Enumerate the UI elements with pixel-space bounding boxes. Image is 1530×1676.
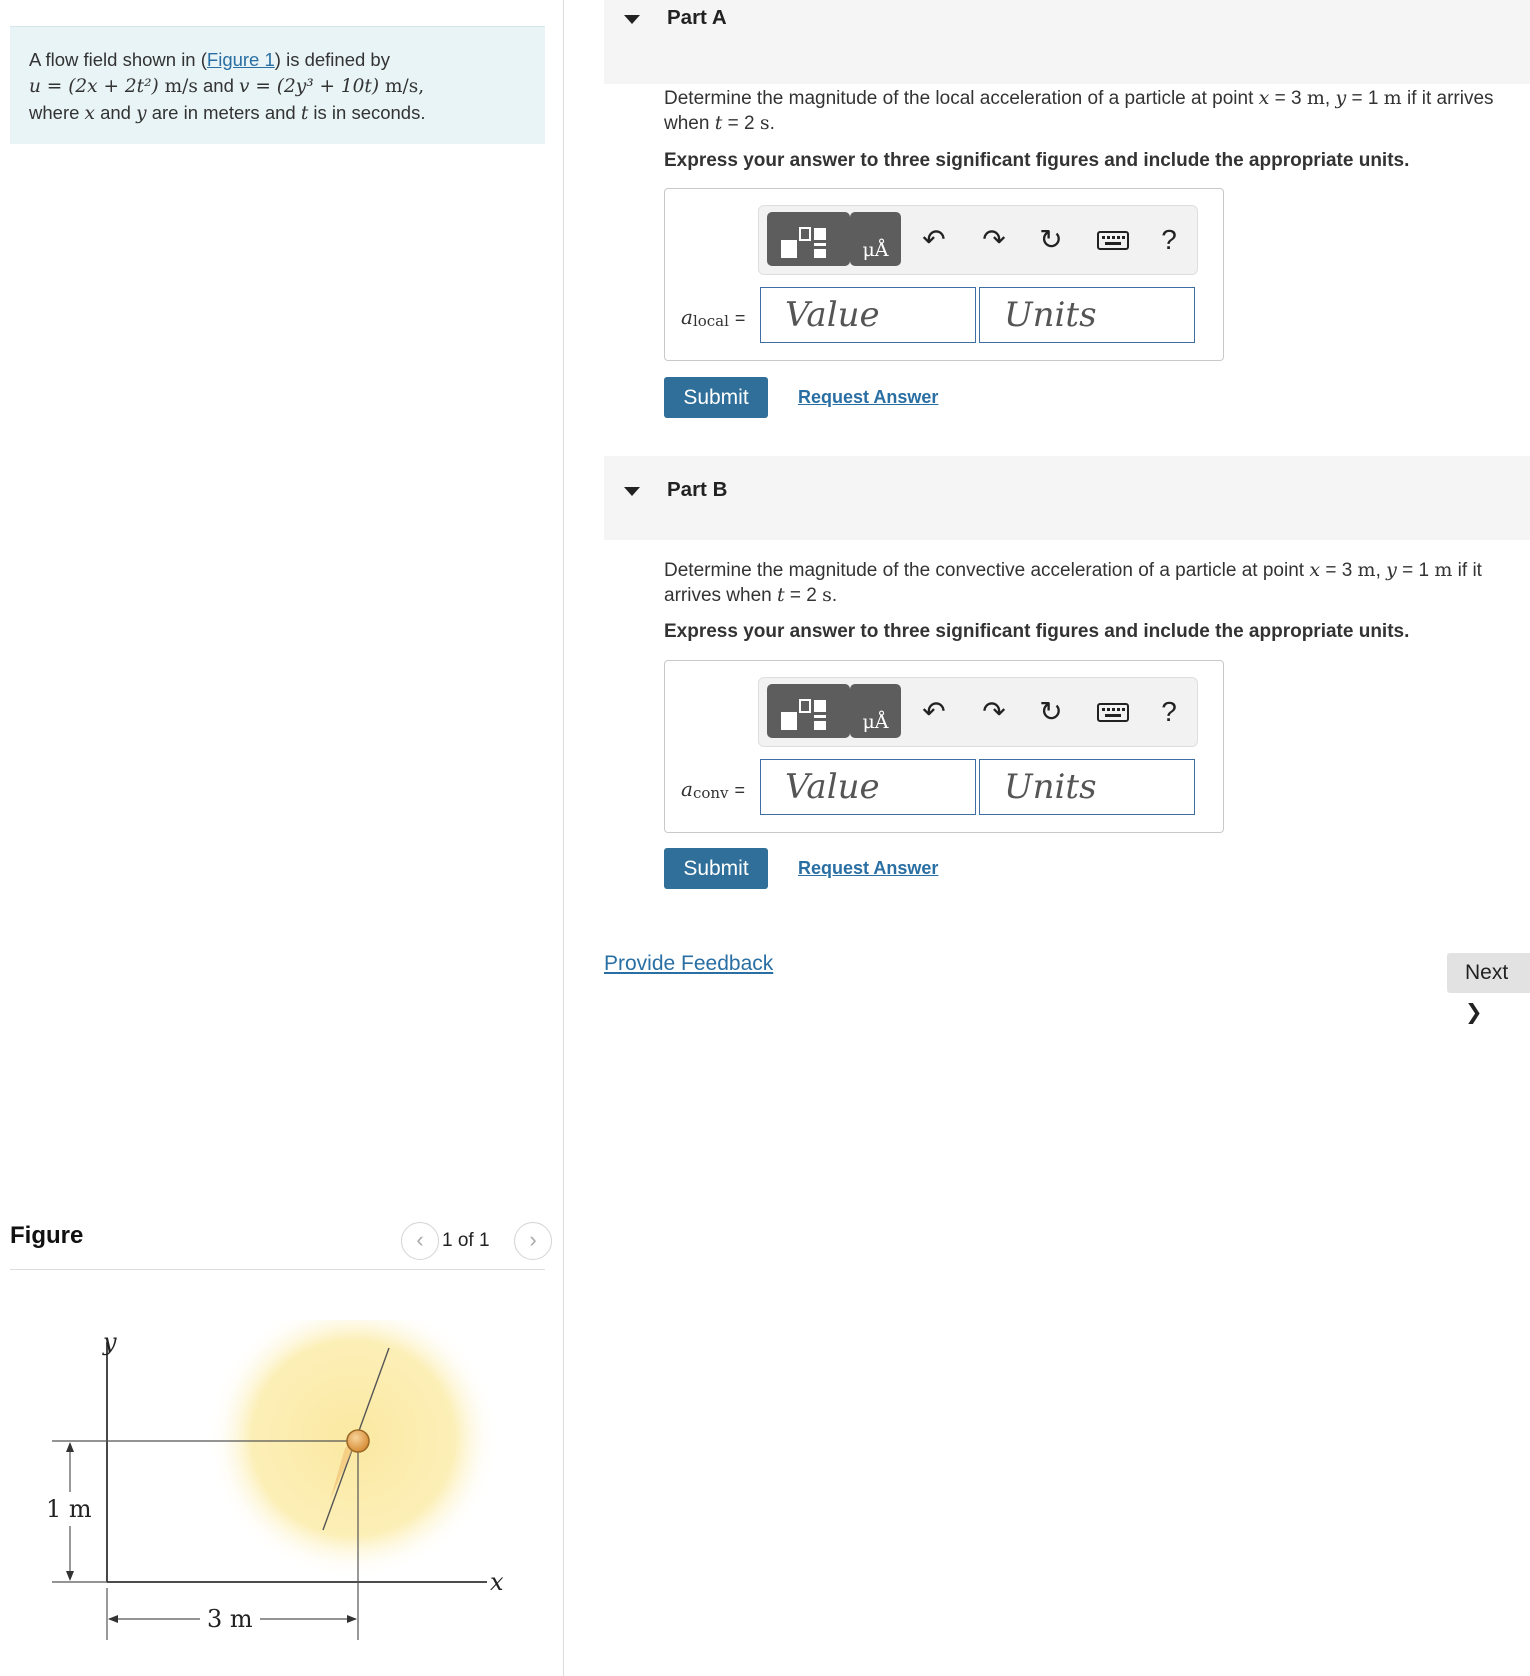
part-a-request-answer-link[interactable]: Request Answer [798, 387, 939, 407]
part-a-header[interactable] [604, 0, 1530, 84]
part-a-question: Determine the magnitude of the local acceleration of a particle at point x = 3 m, y = 1 m if it arrives when t = 2 s. [664, 87, 1494, 134]
symbols-button[interactable]: μÅ [850, 212, 901, 266]
figure-next-button[interactable] [514, 1222, 552, 1260]
dim-1m-label: 1 m [46, 1495, 92, 1523]
help-button[interactable]: ? [1161, 696, 1177, 727]
figure-link[interactable]: Figure 1 [206, 49, 275, 70]
redo-button[interactable] [976, 222, 1012, 258]
problem-line-1: A flow field shown in (Figure 1) is defined by [29, 49, 390, 70]
figure-prev-button[interactable] [401, 1222, 439, 1260]
part-b-header[interactable] [604, 456, 1530, 540]
reset-icon: ↻ [1039, 696, 1063, 727]
part-a-math-toolbar [758, 205, 1198, 275]
part-b-title: Part B [667, 478, 728, 501]
next-label: Next [1465, 961, 1509, 984]
undo-button[interactable] [916, 222, 952, 258]
keyboard-button[interactable] [1095, 222, 1131, 258]
part-b-submit-button[interactable]: Submit [664, 848, 768, 889]
chevron-right-icon: › [529, 1227, 537, 1252]
part-b-request-answer-link[interactable]: Request Answer [798, 858, 939, 878]
dim-3m-label: 3 m [207, 1605, 253, 1633]
x-axis-label: x [490, 1568, 504, 1596]
u-expression: (2x + 2t²) [68, 76, 159, 97]
part-b-instruction: Express your answer to three significant figures and include the appropriate units. [664, 621, 1410, 642]
dim-1m-arrow-top [66, 1442, 74, 1452]
redo-icon: ↷ [982, 224, 1006, 255]
undo-icon: ↶ [922, 696, 946, 727]
part-a-submit-button[interactable]: Submit [664, 377, 768, 418]
caret-down-icon [624, 15, 640, 24]
next-button[interactable] [1447, 953, 1530, 1024]
chevron-left-icon: ‹ [416, 1227, 424, 1252]
flow-field-diagram [0, 1320, 545, 1676]
problem-line-2: u = (2x + 2t²) m/s and v = (2y³ + 10t) m/s, [29, 75, 425, 97]
v-expression: (2y³ + 10t) [276, 76, 380, 97]
templates-button[interactable] [767, 684, 850, 738]
help-button[interactable]: ? [1161, 224, 1177, 255]
redo-button[interactable] [976, 694, 1012, 730]
provide-feedback-link[interactable]: Provide Feedback [604, 952, 774, 975]
reset-button[interactable] [1033, 222, 1069, 258]
dim-1m-arrow-bottom [66, 1571, 74, 1581]
figure-counter: 1 of 1 [442, 1230, 490, 1251]
part-b-math-toolbar [758, 677, 1198, 747]
part-a-units-input[interactable]: Units [979, 287, 1195, 343]
part-b-answer-label: $a_{conv}$ = [681, 777, 746, 802]
undo-icon: ↶ [922, 224, 946, 255]
reset-button[interactable] [1033, 694, 1069, 730]
dim-3m-arrow-right [347, 1615, 357, 1623]
dim-3m-arrow-left [108, 1615, 118, 1623]
problem-line-3: where x and y are in meters and t is in seconds. [29, 102, 426, 124]
part-a-title: Part A [667, 6, 727, 29]
y-axis-label: y [103, 1328, 117, 1356]
figure-title: Figure [10, 1222, 84, 1249]
templates-icon [767, 684, 850, 738]
part-a-value-input[interactable]: Value [760, 287, 976, 343]
templates-icon [767, 212, 850, 266]
chevron-right-icon: ❯ [1465, 1001, 1483, 1024]
part-a-instruction: Express your answer to three significant figures and include the appropriate units. [664, 150, 1410, 171]
part-b-question: Determine the magnitude of the convective acceleration of a particle at point x = 3 m, y = 1 m if it arrives when t = 2 s. [664, 559, 1482, 606]
keyboard-icon [1095, 222, 1131, 258]
keyboard-icon [1095, 694, 1131, 730]
figure-header [10, 1218, 545, 1270]
u-definition: u = [29, 76, 69, 97]
problem-statement [10, 26, 545, 144]
column-divider [563, 0, 564, 1676]
symbols-button[interactable]: μÅ [850, 684, 901, 738]
v-definition: v = [239, 76, 277, 97]
part-b-units-input[interactable]: Units [979, 759, 1195, 815]
keyboard-button[interactable] [1095, 694, 1131, 730]
part-a-answer-label: $a_{local}$ = [681, 305, 746, 330]
part-b-answer-box [664, 660, 1224, 833]
part-a-answer-box [664, 188, 1224, 361]
reset-icon: ↻ [1039, 224, 1063, 255]
undo-button[interactable] [916, 694, 952, 730]
part-b-value-input[interactable]: Value [760, 759, 976, 815]
caret-down-icon [624, 487, 640, 496]
particle [347, 1430, 369, 1452]
templates-button[interactable] [767, 212, 850, 266]
redo-icon: ↷ [982, 696, 1006, 727]
